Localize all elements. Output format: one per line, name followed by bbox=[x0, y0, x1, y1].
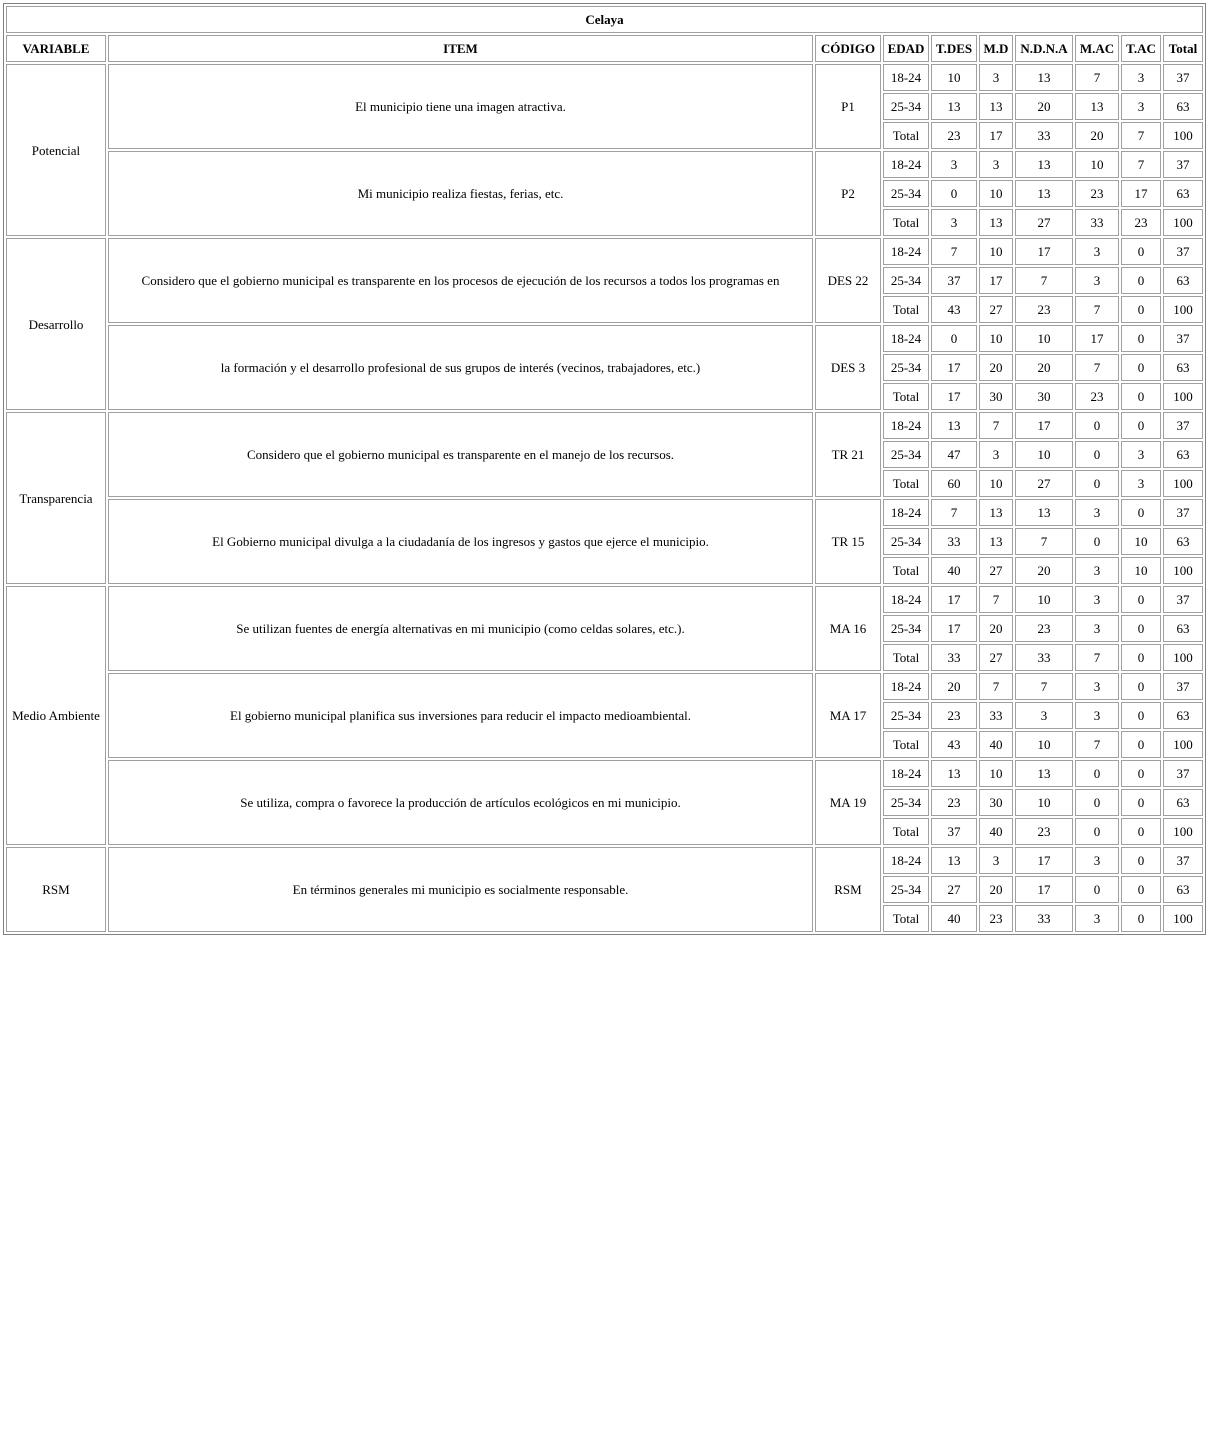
md-cell: 23 bbox=[979, 905, 1013, 932]
md-cell: 13 bbox=[979, 209, 1013, 236]
table-row bbox=[6, 847, 1203, 874]
ndna-cell: 10 bbox=[1015, 789, 1073, 816]
edad-cell: 18-24 bbox=[883, 238, 929, 265]
tdes-cell: 27 bbox=[931, 876, 977, 903]
total-cell: 63 bbox=[1163, 180, 1203, 207]
mac-cell: 3 bbox=[1075, 586, 1119, 613]
header-tac: T.AC bbox=[1121, 35, 1161, 62]
tac-cell: 3 bbox=[1121, 64, 1161, 91]
md-cell: 20 bbox=[979, 615, 1013, 642]
item-cell: En términos generales mi municipio es socialmente responsable. bbox=[108, 847, 813, 932]
tac-cell: 17 bbox=[1121, 180, 1161, 207]
md-cell: 3 bbox=[979, 64, 1013, 91]
edad-cell: 18-24 bbox=[883, 325, 929, 352]
total-cell: 100 bbox=[1163, 644, 1203, 671]
total-cell: 100 bbox=[1163, 209, 1203, 236]
table-title: Celaya bbox=[6, 6, 1203, 33]
edad-cell: Total bbox=[883, 557, 929, 584]
header-edad: EDAD bbox=[883, 35, 929, 62]
md-cell: 30 bbox=[979, 383, 1013, 410]
tdes-cell: 13 bbox=[931, 760, 977, 787]
md-cell: 20 bbox=[979, 876, 1013, 903]
total-cell: 63 bbox=[1163, 354, 1203, 381]
md-cell: 17 bbox=[979, 122, 1013, 149]
tac-cell: 3 bbox=[1121, 441, 1161, 468]
survey-table bbox=[3, 3, 1206, 935]
md-cell: 10 bbox=[979, 470, 1013, 497]
tdes-cell: 7 bbox=[931, 499, 977, 526]
mac-cell: 3 bbox=[1075, 267, 1119, 294]
mac-cell: 0 bbox=[1075, 412, 1119, 439]
total-cell: 37 bbox=[1163, 325, 1203, 352]
total-cell: 37 bbox=[1163, 64, 1203, 91]
md-cell: 40 bbox=[979, 818, 1013, 845]
edad-cell: 18-24 bbox=[883, 760, 929, 787]
md-cell: 3 bbox=[979, 441, 1013, 468]
total-cell: 63 bbox=[1163, 702, 1203, 729]
ndna-cell: 10 bbox=[1015, 586, 1073, 613]
code-cell: MA 16 bbox=[815, 586, 881, 671]
md-cell: 30 bbox=[979, 789, 1013, 816]
ndna-cell: 17 bbox=[1015, 876, 1073, 903]
ndna-cell: 13 bbox=[1015, 64, 1073, 91]
ndna-cell: 10 bbox=[1015, 731, 1073, 758]
tac-cell: 7 bbox=[1121, 151, 1161, 178]
edad-cell: 18-24 bbox=[883, 151, 929, 178]
ndna-cell: 23 bbox=[1015, 818, 1073, 845]
ndna-cell: 7 bbox=[1015, 673, 1073, 700]
tac-cell: 0 bbox=[1121, 499, 1161, 526]
ndna-cell: 30 bbox=[1015, 383, 1073, 410]
tdes-cell: 13 bbox=[931, 412, 977, 439]
ndna-cell: 7 bbox=[1015, 528, 1073, 555]
variable-cell: Medio Ambiente bbox=[6, 586, 106, 845]
mac-cell: 0 bbox=[1075, 818, 1119, 845]
total-cell: 100 bbox=[1163, 818, 1203, 845]
total-cell: 100 bbox=[1163, 557, 1203, 584]
mac-cell: 3 bbox=[1075, 557, 1119, 584]
total-cell: 37 bbox=[1163, 412, 1203, 439]
mac-cell: 0 bbox=[1075, 789, 1119, 816]
tdes-cell: 17 bbox=[931, 383, 977, 410]
edad-cell: 25-34 bbox=[883, 702, 929, 729]
variable-cell: RSM bbox=[6, 847, 106, 932]
total-cell: 100 bbox=[1163, 470, 1203, 497]
md-cell: 10 bbox=[979, 325, 1013, 352]
tac-cell: 10 bbox=[1121, 528, 1161, 555]
header-md: M.D bbox=[979, 35, 1013, 62]
code-cell: P1 bbox=[815, 64, 881, 149]
mac-cell: 7 bbox=[1075, 731, 1119, 758]
edad-cell: 25-34 bbox=[883, 528, 929, 555]
total-cell: 63 bbox=[1163, 267, 1203, 294]
ndna-cell: 27 bbox=[1015, 470, 1073, 497]
edad-cell: Total bbox=[883, 122, 929, 149]
ndna-cell: 7 bbox=[1015, 267, 1073, 294]
md-cell: 3 bbox=[979, 847, 1013, 874]
item-cell: El gobierno municipal planifica sus inversiones para reducir el impacto medioambiental. bbox=[108, 673, 813, 758]
ndna-cell: 23 bbox=[1015, 296, 1073, 323]
mac-cell: 3 bbox=[1075, 615, 1119, 642]
ndna-cell: 33 bbox=[1015, 905, 1073, 932]
tac-cell: 0 bbox=[1121, 876, 1161, 903]
tdes-cell: 3 bbox=[931, 209, 977, 236]
edad-cell: Total bbox=[883, 296, 929, 323]
tdes-cell: 40 bbox=[931, 557, 977, 584]
edad-cell: 18-24 bbox=[883, 412, 929, 439]
item-cell: Mi municipio realiza fiestas, ferias, etc. bbox=[108, 151, 813, 236]
md-cell: 10 bbox=[979, 238, 1013, 265]
md-cell: 13 bbox=[979, 93, 1013, 120]
md-cell: 13 bbox=[979, 528, 1013, 555]
mac-cell: 20 bbox=[1075, 122, 1119, 149]
item-cell: El Gobierno municipal divulga a la ciudadanía de los ingresos y gastos que ejerce el municipio. bbox=[108, 499, 813, 584]
code-cell: TR 21 bbox=[815, 412, 881, 497]
ndna-cell: 17 bbox=[1015, 238, 1073, 265]
edad-cell: 18-24 bbox=[883, 64, 929, 91]
mac-cell: 23 bbox=[1075, 383, 1119, 410]
ndna-cell: 23 bbox=[1015, 615, 1073, 642]
tdes-cell: 13 bbox=[931, 847, 977, 874]
tdes-cell: 23 bbox=[931, 702, 977, 729]
item-cell: Considero que el gobierno municipal es transparente en los procesos de ejecución de los recursos a todos los programas en bbox=[108, 238, 813, 323]
tac-cell: 0 bbox=[1121, 731, 1161, 758]
md-cell: 17 bbox=[979, 267, 1013, 294]
md-cell: 7 bbox=[979, 673, 1013, 700]
tdes-cell: 0 bbox=[931, 180, 977, 207]
table-row bbox=[6, 760, 1203, 787]
edad-cell: 25-34 bbox=[883, 267, 929, 294]
tdes-cell: 23 bbox=[931, 122, 977, 149]
tac-cell: 0 bbox=[1121, 238, 1161, 265]
tdes-cell: 40 bbox=[931, 905, 977, 932]
total-cell: 63 bbox=[1163, 93, 1203, 120]
mac-cell: 17 bbox=[1075, 325, 1119, 352]
item-cell: El municipio tiene una imagen atractiva. bbox=[108, 64, 813, 149]
total-cell: 100 bbox=[1163, 296, 1203, 323]
mac-cell: 3 bbox=[1075, 499, 1119, 526]
tac-cell: 0 bbox=[1121, 818, 1161, 845]
edad-cell: Total bbox=[883, 905, 929, 932]
ndna-cell: 27 bbox=[1015, 209, 1073, 236]
edad-cell: 25-34 bbox=[883, 615, 929, 642]
edad-cell: Total bbox=[883, 209, 929, 236]
header-total: Total bbox=[1163, 35, 1203, 62]
edad-cell: 18-24 bbox=[883, 673, 929, 700]
header-row bbox=[6, 35, 1203, 62]
table-row bbox=[6, 325, 1203, 352]
tdes-cell: 17 bbox=[931, 615, 977, 642]
md-cell: 27 bbox=[979, 557, 1013, 584]
total-cell: 100 bbox=[1163, 383, 1203, 410]
mac-cell: 3 bbox=[1075, 905, 1119, 932]
header-item: ITEM bbox=[108, 35, 813, 62]
mac-cell: 7 bbox=[1075, 644, 1119, 671]
page-container bbox=[3, 3, 1206, 935]
edad-cell: Total bbox=[883, 644, 929, 671]
tac-cell: 23 bbox=[1121, 209, 1161, 236]
tdes-cell: 0 bbox=[931, 325, 977, 352]
ndna-cell: 13 bbox=[1015, 760, 1073, 787]
table-row bbox=[6, 151, 1203, 178]
ndna-cell: 13 bbox=[1015, 151, 1073, 178]
tdes-cell: 23 bbox=[931, 789, 977, 816]
tdes-cell: 37 bbox=[931, 267, 977, 294]
tac-cell: 10 bbox=[1121, 557, 1161, 584]
tac-cell: 0 bbox=[1121, 354, 1161, 381]
code-cell: MA 17 bbox=[815, 673, 881, 758]
code-cell: TR 15 bbox=[815, 499, 881, 584]
mac-cell: 3 bbox=[1075, 702, 1119, 729]
tdes-cell: 33 bbox=[931, 644, 977, 671]
tac-cell: 0 bbox=[1121, 847, 1161, 874]
mac-cell: 7 bbox=[1075, 296, 1119, 323]
md-cell: 7 bbox=[979, 586, 1013, 613]
table-row bbox=[6, 499, 1203, 526]
table-row bbox=[6, 238, 1203, 265]
md-cell: 40 bbox=[979, 731, 1013, 758]
edad-cell: 25-34 bbox=[883, 789, 929, 816]
mac-cell: 0 bbox=[1075, 470, 1119, 497]
total-cell: 63 bbox=[1163, 789, 1203, 816]
total-cell: 100 bbox=[1163, 122, 1203, 149]
header-tdes: T.DES bbox=[931, 35, 977, 62]
ndna-cell: 20 bbox=[1015, 93, 1073, 120]
mac-cell: 3 bbox=[1075, 847, 1119, 874]
tac-cell: 0 bbox=[1121, 267, 1161, 294]
ndna-cell: 13 bbox=[1015, 180, 1073, 207]
tac-cell: 0 bbox=[1121, 673, 1161, 700]
tdes-cell: 13 bbox=[931, 93, 977, 120]
edad-cell: Total bbox=[883, 470, 929, 497]
tac-cell: 0 bbox=[1121, 586, 1161, 613]
tdes-cell: 43 bbox=[931, 731, 977, 758]
ndna-cell: 20 bbox=[1015, 557, 1073, 584]
md-cell: 33 bbox=[979, 702, 1013, 729]
edad-cell: 18-24 bbox=[883, 586, 929, 613]
header-mac: M.AC bbox=[1075, 35, 1119, 62]
tdes-cell: 17 bbox=[931, 354, 977, 381]
mac-cell: 33 bbox=[1075, 209, 1119, 236]
ndna-cell: 3 bbox=[1015, 702, 1073, 729]
tac-cell: 0 bbox=[1121, 702, 1161, 729]
variable-cell: Desarrollo bbox=[6, 238, 106, 410]
header-ndna: N.D.N.A bbox=[1015, 35, 1073, 62]
mac-cell: 7 bbox=[1075, 64, 1119, 91]
edad-cell: 25-34 bbox=[883, 876, 929, 903]
total-cell: 37 bbox=[1163, 499, 1203, 526]
ndna-cell: 17 bbox=[1015, 847, 1073, 874]
edad-cell: 18-24 bbox=[883, 499, 929, 526]
total-cell: 100 bbox=[1163, 731, 1203, 758]
tac-cell: 0 bbox=[1121, 296, 1161, 323]
tac-cell: 0 bbox=[1121, 325, 1161, 352]
edad-cell: 25-34 bbox=[883, 441, 929, 468]
item-cell: la formación y el desarrollo profesional de sus grupos de interés (vecinos, trabajadores, etc.) bbox=[108, 325, 813, 410]
md-cell: 27 bbox=[979, 644, 1013, 671]
ndna-cell: 13 bbox=[1015, 499, 1073, 526]
mac-cell: 7 bbox=[1075, 354, 1119, 381]
tdes-cell: 17 bbox=[931, 586, 977, 613]
total-cell: 37 bbox=[1163, 847, 1203, 874]
header-codigo: CÓDIGO bbox=[815, 35, 881, 62]
md-cell: 27 bbox=[979, 296, 1013, 323]
total-cell: 37 bbox=[1163, 760, 1203, 787]
tac-cell: 3 bbox=[1121, 93, 1161, 120]
tac-cell: 3 bbox=[1121, 470, 1161, 497]
ndna-cell: 10 bbox=[1015, 441, 1073, 468]
item-cell: Se utiliza, compra o favorece la producción de artículos ecológicos en mi municipio. bbox=[108, 760, 813, 845]
md-cell: 7 bbox=[979, 412, 1013, 439]
edad-cell: Total bbox=[883, 818, 929, 845]
md-cell: 13 bbox=[979, 499, 1013, 526]
total-cell: 63 bbox=[1163, 528, 1203, 555]
tac-cell: 0 bbox=[1121, 905, 1161, 932]
ndna-cell: 33 bbox=[1015, 122, 1073, 149]
md-cell: 20 bbox=[979, 354, 1013, 381]
tdes-cell: 37 bbox=[931, 818, 977, 845]
ndna-cell: 17 bbox=[1015, 412, 1073, 439]
table-row bbox=[6, 673, 1203, 700]
mac-cell: 3 bbox=[1075, 238, 1119, 265]
tdes-cell: 20 bbox=[931, 673, 977, 700]
variable-cell: Potencial bbox=[6, 64, 106, 236]
mac-cell: 0 bbox=[1075, 441, 1119, 468]
mac-cell: 13 bbox=[1075, 93, 1119, 120]
total-cell: 63 bbox=[1163, 441, 1203, 468]
tac-cell: 0 bbox=[1121, 644, 1161, 671]
mac-cell: 23 bbox=[1075, 180, 1119, 207]
ndna-cell: 20 bbox=[1015, 354, 1073, 381]
total-cell: 100 bbox=[1163, 905, 1203, 932]
total-cell: 37 bbox=[1163, 673, 1203, 700]
table-row bbox=[6, 64, 1203, 91]
tac-cell: 0 bbox=[1121, 615, 1161, 642]
edad-cell: 25-34 bbox=[883, 354, 929, 381]
md-cell: 10 bbox=[979, 760, 1013, 787]
mac-cell: 0 bbox=[1075, 876, 1119, 903]
tdes-cell: 47 bbox=[931, 441, 977, 468]
edad-cell: 25-34 bbox=[883, 93, 929, 120]
tac-cell: 7 bbox=[1121, 122, 1161, 149]
edad-cell: 18-24 bbox=[883, 847, 929, 874]
code-cell: DES 3 bbox=[815, 325, 881, 410]
table-row bbox=[6, 586, 1203, 613]
item-cell: Considero que el gobierno municipal es transparente en el manejo de los recursos. bbox=[108, 412, 813, 497]
total-cell: 37 bbox=[1163, 238, 1203, 265]
tdes-cell: 43 bbox=[931, 296, 977, 323]
mac-cell: 0 bbox=[1075, 760, 1119, 787]
header-variable: VARIABLE bbox=[6, 35, 106, 62]
edad-cell: Total bbox=[883, 383, 929, 410]
tac-cell: 0 bbox=[1121, 760, 1161, 787]
md-cell: 10 bbox=[979, 180, 1013, 207]
total-cell: 63 bbox=[1163, 615, 1203, 642]
table-body bbox=[6, 64, 1203, 932]
code-cell: DES 22 bbox=[815, 238, 881, 323]
edad-cell: 25-34 bbox=[883, 180, 929, 207]
item-cell: Se utilizan fuentes de energía alternativas en mi municipio (como celdas solares, etc.). bbox=[108, 586, 813, 671]
edad-cell: Total bbox=[883, 731, 929, 758]
mac-cell: 0 bbox=[1075, 528, 1119, 555]
code-cell: RSM bbox=[815, 847, 881, 932]
tac-cell: 0 bbox=[1121, 383, 1161, 410]
mac-cell: 10 bbox=[1075, 151, 1119, 178]
tdes-cell: 60 bbox=[931, 470, 977, 497]
tdes-cell: 10 bbox=[931, 64, 977, 91]
table-row bbox=[6, 412, 1203, 439]
tdes-cell: 33 bbox=[931, 528, 977, 555]
total-cell: 37 bbox=[1163, 151, 1203, 178]
total-cell: 63 bbox=[1163, 876, 1203, 903]
tdes-cell: 7 bbox=[931, 238, 977, 265]
code-cell: MA 19 bbox=[815, 760, 881, 845]
title-row bbox=[6, 6, 1203, 33]
tac-cell: 0 bbox=[1121, 412, 1161, 439]
md-cell: 3 bbox=[979, 151, 1013, 178]
variable-cell: Transparencia bbox=[6, 412, 106, 584]
tac-cell: 0 bbox=[1121, 789, 1161, 816]
tdes-cell: 3 bbox=[931, 151, 977, 178]
ndna-cell: 33 bbox=[1015, 644, 1073, 671]
code-cell: P2 bbox=[815, 151, 881, 236]
mac-cell: 3 bbox=[1075, 673, 1119, 700]
total-cell: 37 bbox=[1163, 586, 1203, 613]
ndna-cell: 10 bbox=[1015, 325, 1073, 352]
